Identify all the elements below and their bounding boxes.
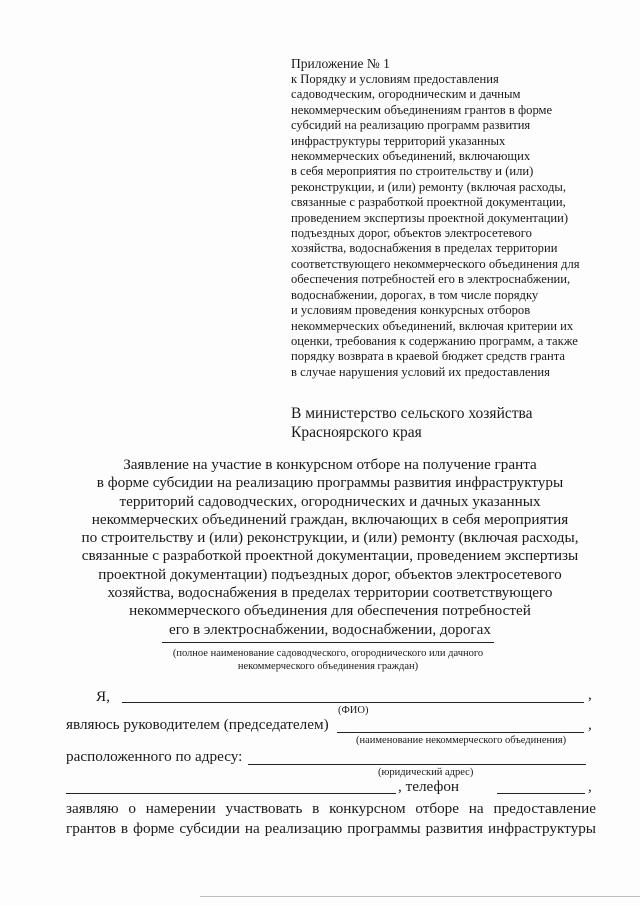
phone-field[interactable] — [497, 775, 585, 794]
appendix-line: субсидий на реализацию программ развития — [291, 118, 531, 133]
statement-line: проектной документации) подъездных дорог, объектов электросетевого — [98, 565, 562, 583]
fio-caption: (ФИО) — [338, 705, 369, 716]
organization-name-block — [162, 638, 494, 673]
phone-label: , телефон — [398, 778, 460, 795]
organization-name-field[interactable] — [162, 638, 494, 643]
appendix-line: водоснабжении, дорогах, в том числе порядку — [291, 287, 539, 302]
i-label: Я, — [96, 688, 110, 705]
appendix-line: реконструкции, и (или) ремонту (включая расходы, — [291, 179, 566, 194]
organization-caption-line: (полное наименование садоводческого, огороднического или дачного — [172, 648, 484, 659]
statement-line: Заявление на участие в конкурсном отборе на получение гранта — [123, 456, 537, 473]
statement-line: по строительству и (или) реконструкции, и (или) ремонту (включая расходы, — [81, 529, 579, 547]
comma-mark: , — [588, 716, 592, 733]
organization-name-caption: (наименование некоммерческого объединения) — [356, 735, 567, 746]
statement-line: хозяйства, водоснабжения в пределах территории соответствующего — [107, 584, 553, 602]
organization-short-name-field[interactable] — [337, 714, 584, 733]
appendix-line: связанные с разработкой проектной документации, — [291, 195, 566, 210]
appendix-header — [291, 56, 611, 380]
statement-line: связанные с разработкой проектной документации, проведением экспертизы — [81, 547, 579, 565]
statement-line: в форме субсидии на реализацию программы развития инфраструктуры — [96, 474, 564, 492]
appendix-line: соответствующего некоммерческого объединения для — [291, 256, 580, 271]
appendix-line: некоммерческих объединений, включая критерии их — [291, 318, 574, 333]
appendix-line: к Порядку и условиям предоставления — [291, 72, 499, 86]
statement-title — [60, 456, 600, 639]
statement-line: его в электроснабжении, водоснабжении, дорогах — [168, 620, 491, 638]
statement-line: некоммерческих объединений граждан, включающих в себя мероприятия — [91, 510, 569, 528]
fio-field[interactable] — [122, 684, 584, 703]
appendix-line: инфраструктуры территорий указанных — [291, 133, 506, 148]
statement-line: территорий садоводческих, огороднических и дачных указанных — [119, 492, 541, 510]
appendix-line: порядку возврата в краевой бюджет средств гранта — [291, 349, 565, 364]
appendix-line: некоммерческим объединениям грантов в форме — [291, 102, 553, 117]
addressee-line: Красноярского края — [291, 424, 422, 441]
appendix-line: в случае нарушения условий их предоставления — [291, 364, 550, 379]
appendix-line: некоммерческих объединений, включающих — [291, 149, 531, 164]
organization-caption-line: некоммерческого объединения граждан) — [237, 661, 419, 672]
address-label: расположенного по адресу: — [66, 748, 243, 765]
appendix-line: проведением экспертизы проектной документации) — [291, 210, 569, 225]
appendix-line: оценки, требования к содержанию программ, а также — [291, 333, 578, 348]
comma-mark: , — [588, 686, 592, 703]
appendix-line: хозяйства, водоснабжения в пределах территории — [291, 241, 558, 256]
head-label: являюсь руководителем (председателем) — [66, 716, 329, 733]
comma-mark: , — [588, 778, 592, 795]
appendix-line: в себя мероприятия по строительству и (или) — [291, 164, 534, 179]
statement-line: некоммерческого объединения для обеспечения потребностей — [129, 602, 531, 620]
declaration-line: заявляю о намерении участвовать в конкурсном отборе на предоставление — [66, 800, 596, 817]
appendix-line: подъездных дорог, объектов электросетевого — [291, 226, 532, 241]
appendix-line: и условиям проведения конкурсных отборов — [291, 303, 531, 318]
page-edge-line — [200, 896, 640, 897]
addressee-block — [291, 404, 533, 442]
legal-address-field[interactable] — [248, 746, 586, 765]
legal-address-caption: (юридический адрес) — [378, 767, 474, 778]
legal-address-continuation-field[interactable] — [66, 775, 396, 794]
appendix-title: Приложение № 1 — [291, 56, 390, 71]
declaration-line: грантов в форме субсидии на реализацию программы развития инфраструктуры — [66, 820, 596, 837]
appendix-line: обеспечения потребностей его в электроснабжении, — [291, 272, 571, 287]
appendix-line: садоводческим, огородническим и дачным — [291, 87, 521, 102]
addressee-line: В министерство сельского хозяйства — [291, 405, 533, 422]
